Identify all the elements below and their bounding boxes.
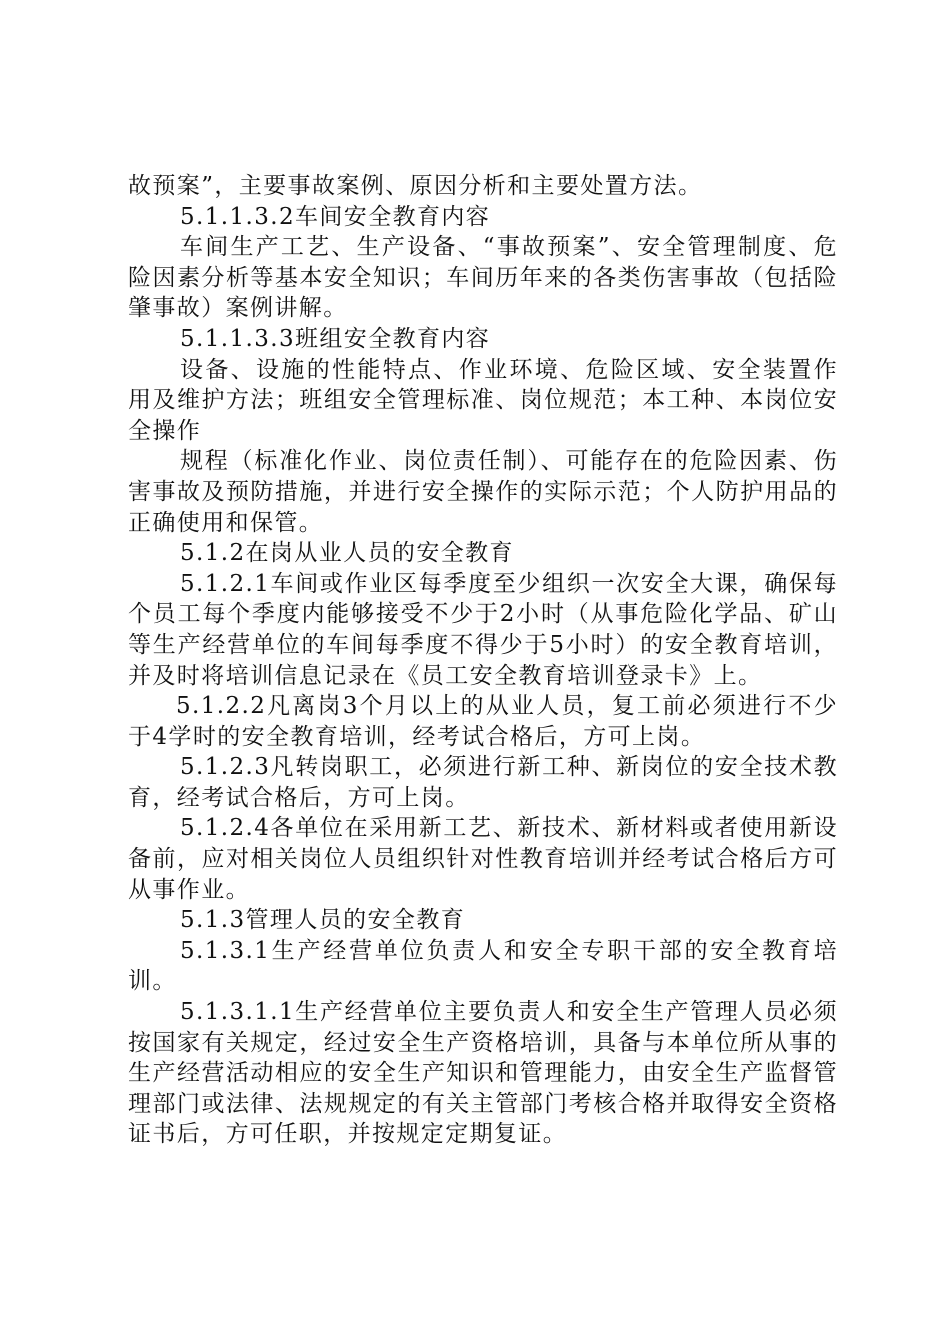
paragraph-5-1-2-1: 5.1.2.1车间或作业区每季度至少组织一次安全大课，确保每个员工每个季度内能够接受不少于2小时（从事危险化学品、矿山等生产经营单位的车间每季度不得少于5小时）的安全教育培训，并及时将培训信息记录在《员工安全教育培训登录卡》上。	[128, 570, 838, 689]
section-heading-5-1-1-3-2: 5.1.1.3.2车间安全教育内容	[180, 203, 491, 230]
paragraph-5-1-3-1-1: 5.1.3.1.1生产经营单位主要负责人和安全生产管理人员必须按国家有关规定，经过安全生产资格培训，具备与本单位所从事的生产经营活动相应的安全生产知识和管理能力，由安全生产监督管理部门或法律、法规规定的有关主管部门考核合格并取得安全资格证书后，方可任职，并按规定定期复证。	[128, 999, 838, 1148]
paragraph-5-1-2-3: 5.1.2.3凡转岗职工，必须进行新工种、新岗位的安全技术教育，经考试合格后，方可上岗。	[128, 754, 838, 811]
paragraph-5-1-2-4: 5.1.2.4各单位在采用新工艺、新技术、新材料或者使用新设备前，应对相关岗位人员组织针对性教育培训并经考试合格后方可从事作业。	[128, 815, 838, 903]
paragraph-5-1-3-1: 5.1.3.1生产经营单位负责人和安全专职干部的安全教育培训。	[128, 937, 838, 995]
document-body	[128, 171, 838, 1150]
paragraph-workshop-content: 车间生产工艺、生产设备、“事故预案”、安全管理制度、危险因素分析等基本安全知识；车间历年来的各类伤害事故（包括险肇事故）案例讲解。	[128, 234, 838, 322]
section-heading-5-1-2: 5.1.2在岗从业人员的安全教育	[180, 540, 514, 567]
paragraph-team-content: 设备、设施的性能特点、作业环境、危险区域、安全装置作用及维护方法；班组安全管理标准、岗位规范；本工种、本岗位安全操作	[128, 356, 838, 444]
paragraph-5-1-2-2: 5.1.2.2凡离岗3个月以上的从业人员，复工前必须进行不少于4学时的安全教育培训，经考试合格后，方可上岗。	[128, 693, 838, 750]
paragraph-operation-rules: 规程（标准化作业、岗位责任制）、可能存在的危险因素、伤害事故及预防措施，并进行安全操作的实际示范；个人防护用品的正确使用和保管。	[128, 448, 838, 536]
paragraph-continuation: 故预案”，主要事故案例、原因分析和主要处置方法。	[128, 173, 703, 199]
section-heading-5-1-1-3-3: 5.1.1.3.3班组安全教育内容	[180, 325, 491, 352]
section-heading-5-1-3: 5.1.3管理人员的安全教育	[180, 907, 466, 934]
